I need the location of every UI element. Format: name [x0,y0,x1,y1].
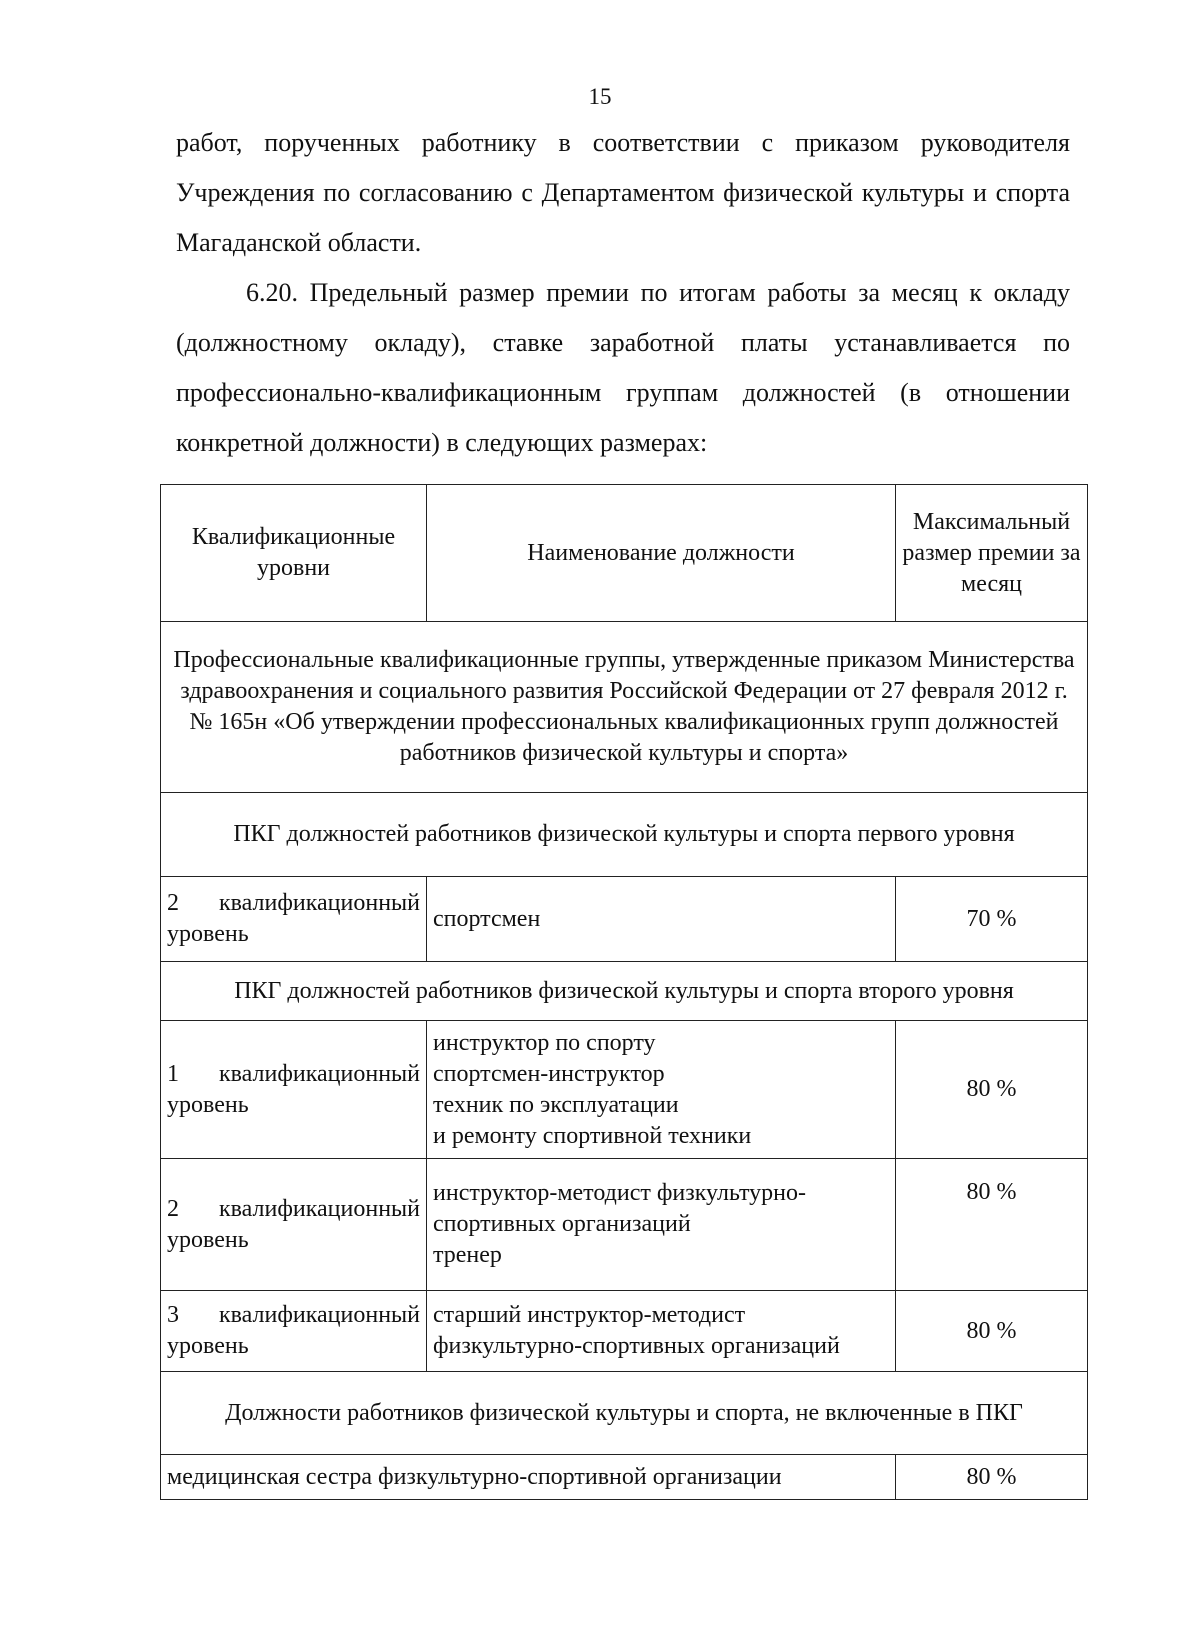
position-line: спортсмен [433,905,541,932]
level-word: квалификационный [218,890,420,916]
level-tail: уровень [167,1091,249,1118]
position-line: тренер [433,1242,502,1268]
paragraph-text: работ, порученных работнику в соответствии с приказом руководителя Учреждения по согласованию с Департаментом физической культуры и спорта Магаданской области. [176,128,1070,257]
position-line: инструктор по спорту [433,1029,656,1056]
position-name: медицинская сестра физкультурно-спортивной организации [161,1455,896,1500]
qualification-level [161,1291,427,1372]
position-name [427,1291,896,1372]
table-row [161,1372,1088,1455]
table-row [161,1021,1088,1159]
table-row [161,877,1088,962]
level-word: квалификационный [218,1302,420,1328]
qualification-level [161,1159,427,1291]
group-title: Профессиональные квалификационные группы, утвержденные приказом Министерства здравоохранения и социального развития Российской Федерации от 27 февраля 2012 г. № 165н «Об утверждении профессиональных квалификационных групп должностей работников физической культуры и спорта» [161,622,1088,793]
paragraph-continuation [176,118,1070,268]
table-row [161,1455,1088,1500]
bonus-value: 70 % [896,877,1088,962]
header-qualification-levels: Квалификационные уровни [161,485,427,622]
qualification-level [161,877,427,962]
position-line: старший инструктор-методист [433,1302,746,1328]
level-tail: уровень [167,1226,249,1253]
header-max-bonus: Максимальный размер премии за месяц [896,485,1088,622]
level-number: 2 [167,1195,179,1222]
pkg1-title: ПКГ должностей работников физической культуры и спорта первого уровня [161,793,1088,877]
position-line: техник по эксплуатации [433,1091,679,1118]
header-position-name: Наименование должности [427,485,896,622]
position-name [427,1021,896,1159]
page-number: 15 [588,84,612,109]
level-word: квалификационный [218,1060,420,1087]
level-number: 3 [167,1302,179,1328]
pkg2-title: ПКГ должностей работников физической культуры и спорта второго уровня [161,962,1088,1021]
paragraph-6-20 [176,268,1070,468]
position-line: инструктор-методист физкультурно- [433,1180,806,1206]
bonus-value: 80 % [896,1021,1088,1159]
table-row [161,1291,1088,1372]
table-header-row [161,485,1088,622]
position-line: и ремонту спортивной техники [433,1122,752,1149]
position-name [427,877,896,962]
level-number: 1 [167,1060,179,1087]
level-tail: уровень [167,921,249,947]
position-line: физкультурно-спортивных организаций [433,1333,840,1359]
position-line: спортсмен-инструктор [433,1060,665,1087]
level-word: квалификационный [218,1195,420,1222]
bonus-value: 80 % [896,1291,1088,1372]
table-row [161,622,1088,793]
other-title: Должности работников физической культуры и спорта, не включенные в ПКГ [161,1372,1088,1455]
qualification-level [161,1021,427,1159]
level-tail: уровень [167,1333,249,1359]
table-row [161,793,1088,877]
table-row [161,962,1088,1021]
position-name [427,1159,896,1291]
bonus-table [160,484,1088,1500]
table-row [161,1159,1088,1291]
bonus-value: 80 % [896,1455,1088,1500]
level-number: 2 [167,890,179,916]
position-line: спортивных организаций [433,1211,691,1237]
bonus-value: 80 % [896,1159,1088,1291]
paragraph-text: 6.20. Предельный размер премии по итогам работы за месяц к окладу (должностному окладу), ставке заработной платы устанавливается по профессионально-квалификационным группам должностей (в отношении конкретной должности) в следующих размерах: [176,278,1070,457]
